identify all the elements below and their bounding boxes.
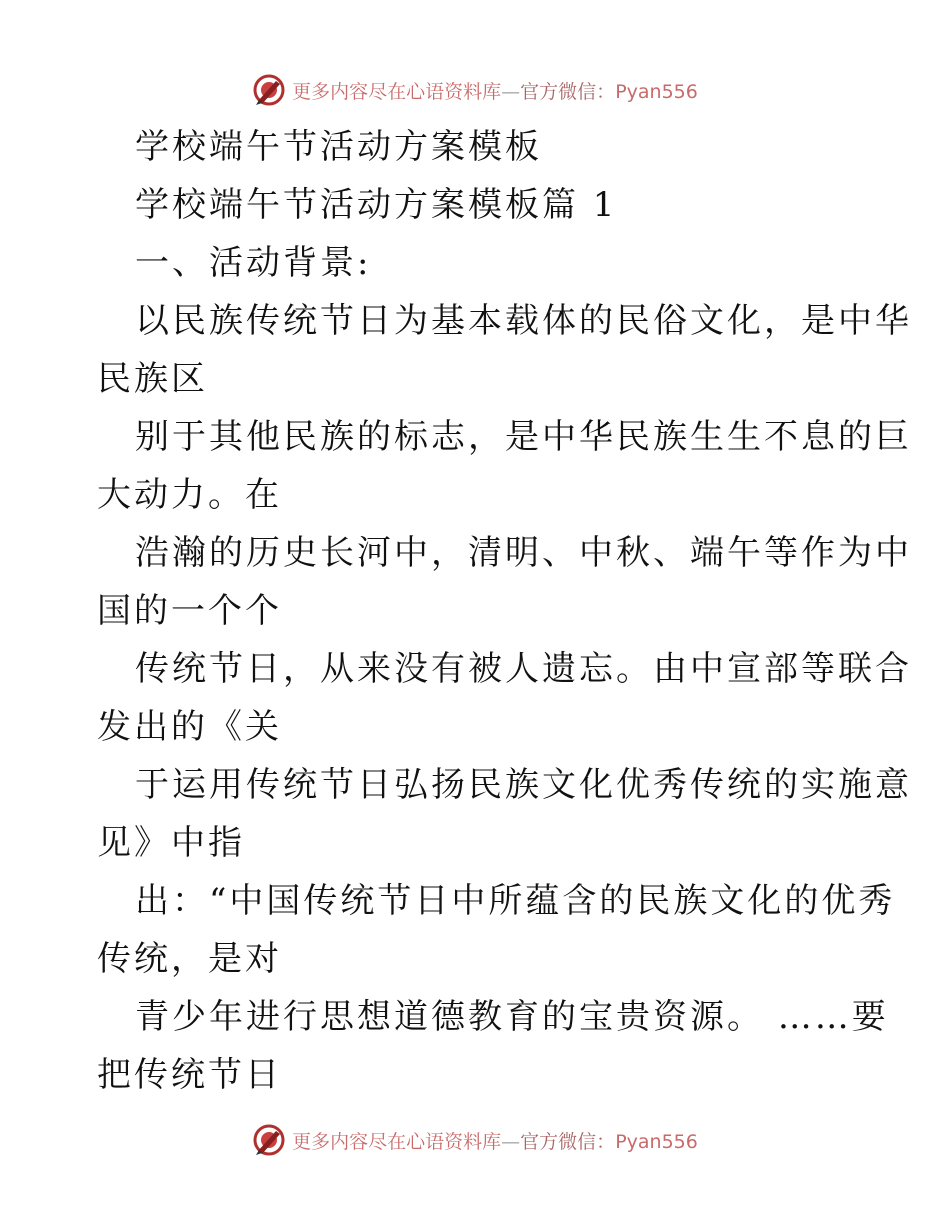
document-line: 别于其他民族的标志，是中华民族生生不息的巨: [135, 417, 912, 457]
header-site-text: 更多内容尽在心语资料库: [292, 80, 502, 103]
document-line: 大动力。在: [97, 475, 282, 515]
footer-wechat-label: 官方微信：: [520, 1130, 616, 1153]
document-line: 一、活动背景:: [135, 243, 372, 283]
header-wechat-label: 官方微信：: [520, 80, 616, 103]
document-line: 浩瀚的历史长河中，清明、中秋、端午等作为中: [135, 533, 912, 573]
document-line: 民族区: [97, 359, 208, 399]
document-line: 学校端午节活动方案模板篇 1: [135, 185, 618, 225]
pen-logo-icon: [252, 73, 286, 107]
footer-banner-content: [252, 1123, 698, 1157]
document-line: 国的一个个: [97, 591, 282, 631]
document-line: 传统节日，从来没有被人遗忘。由中宣部等联合: [135, 649, 912, 689]
header-banner: [0, 70, 950, 110]
header-banner-text: [292, 77, 698, 104]
footer-separator: —: [501, 1130, 521, 1153]
header-banner-content: [252, 73, 698, 107]
document-line: 于运用传统节日弘扬民族文化优秀传统的实施意: [135, 765, 912, 805]
footer-banner: [0, 1120, 950, 1160]
footer-wechat-id: Pyan556: [615, 1130, 698, 1153]
pen-logo-icon: [252, 1123, 286, 1157]
document-line: 出：“中国传统节日中所蕴含的民族文化的优秀: [135, 881, 896, 921]
document-line: 传统，是对: [97, 939, 282, 979]
document-body: [97, 118, 912, 1104]
document-line: 青少年进行思想道德教育的宝贵资源。 ……要: [135, 997, 889, 1037]
document-line: 把传统节日: [97, 1055, 282, 1095]
document-line: 以民族传统节日为基本载体的民俗文化，是中华: [135, 301, 912, 341]
header-wechat-id: Pyan556: [615, 80, 698, 103]
footer-site-text: 更多内容尽在心语资料库: [292, 1130, 502, 1153]
document-line: 见》中指: [97, 823, 245, 863]
document-line: 发出的《关: [97, 707, 282, 747]
document-line: 学校端午节活动方案模板: [135, 127, 542, 167]
header-separator: —: [501, 80, 521, 103]
footer-banner-text: [292, 1127, 698, 1154]
